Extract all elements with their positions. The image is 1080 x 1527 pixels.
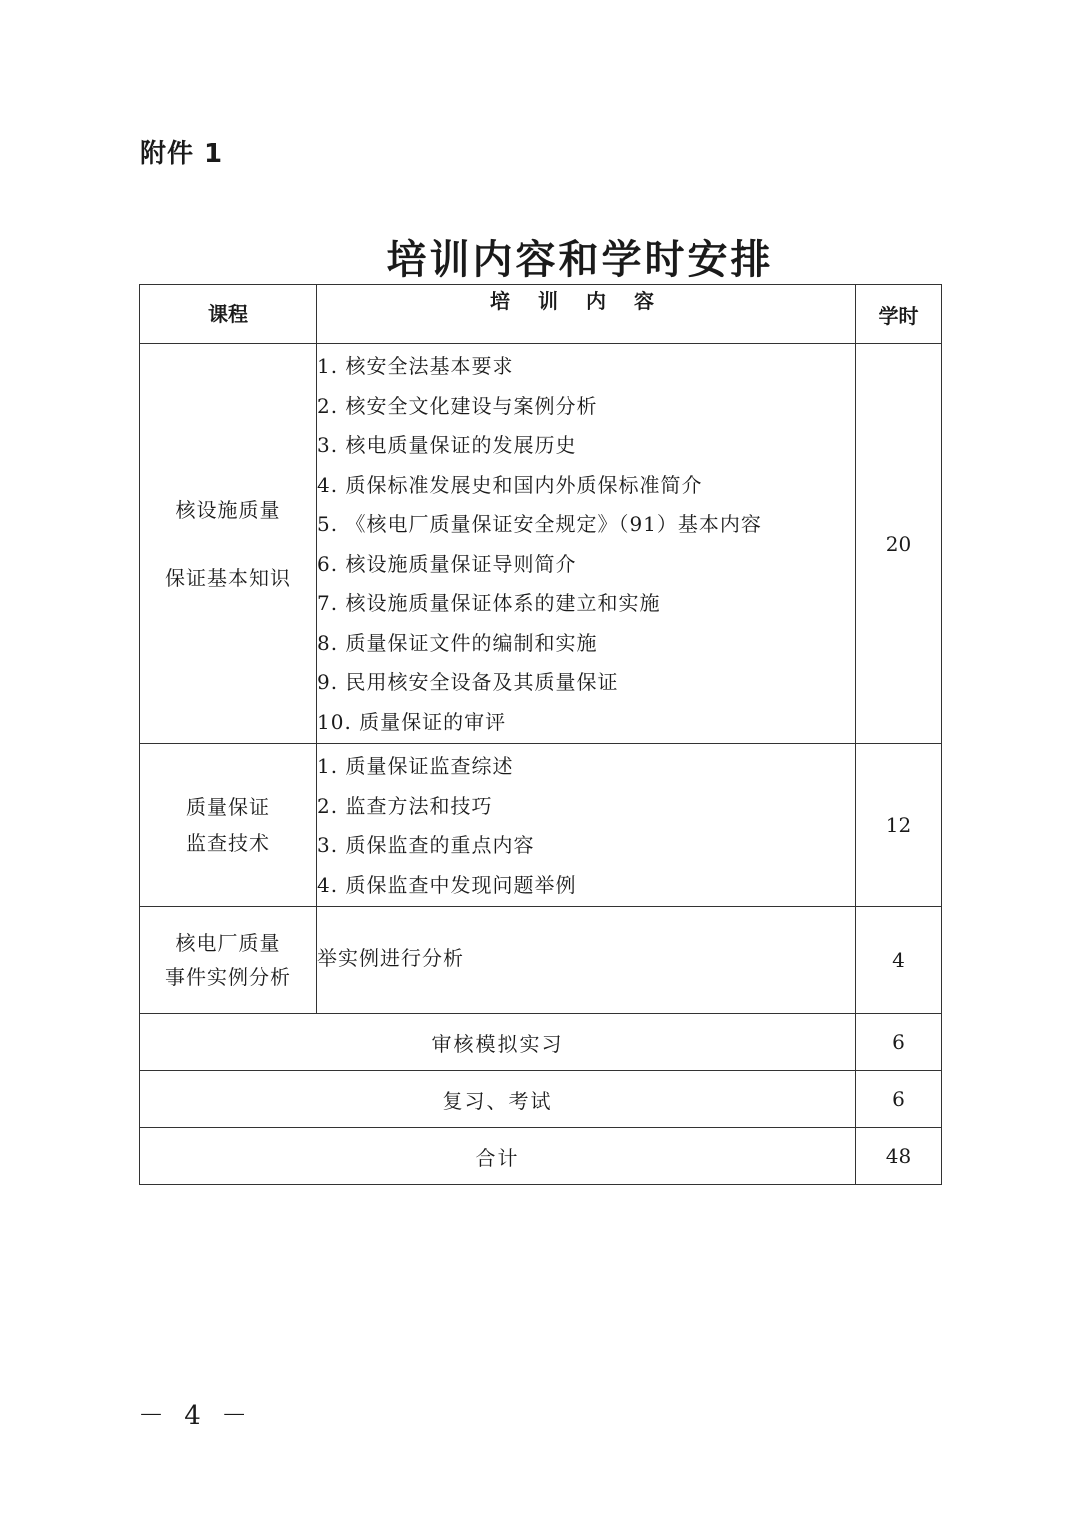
hours-cell: 6 [856,1014,942,1071]
document-title: 培训内容和学时安排 [386,236,774,283]
content-cell [317,344,856,744]
course-name-line: 事件实例分析 [165,965,291,989]
table-row [140,1071,942,1128]
course-cell [140,344,317,744]
content-item: 3. 质保监查的重点内容 [317,833,535,857]
content-item: 7. 核设施质量保证体系的建立和实施 [317,591,661,615]
content-item: 1. 核安全法基本要求 [317,354,514,378]
content-item: 5. 《核电厂质量保证安全规定》（91）基本内容 [317,512,762,536]
content-item: 1. 质量保证监查综述 [317,754,514,778]
table-row [140,744,942,907]
total-row [140,1128,942,1185]
total-hours-cell: 48 [856,1128,942,1185]
course-name-line: 核设施质量 [175,497,281,522]
content-item: 4. 质保标准发展史和国内外质保标准简介 [317,472,703,497]
header-hours: 学时 [856,285,942,344]
header-course: 课程 [140,285,317,344]
course-name-line: 核电厂质量 [175,931,281,955]
content-item: 2. 监查方法和技巧 [317,793,493,818]
course-name-line: 质量保证 [186,795,270,819]
course-cell [140,907,317,1014]
merged-course-cell: 审核模拟实习 [140,1014,856,1071]
table-header-row [140,285,942,344]
content-item: 4. 质保监查中发现问题举例 [317,872,577,897]
course-cell [140,744,317,907]
content-item: 10. 质量保证的审评 [317,709,507,734]
merged-course-cell: 复习、考试 [140,1071,856,1128]
table-row [140,907,942,1014]
hours-cell: 12 [856,744,942,907]
header-content: 培训内容 [317,285,856,344]
table-row [140,1014,942,1071]
content-cell [317,907,856,1014]
table-row [140,344,942,744]
content-cell [317,744,856,907]
hours-cell: 4 [856,907,942,1014]
content-item: 8. 质量保证文件的编制和实施 [317,630,598,655]
content-item: 2. 核安全文化建设与案例分析 [317,393,598,418]
hours-cell: 20 [856,344,942,744]
hours-cell: 6 [856,1071,942,1128]
page-number: － 4 － [138,1401,254,1431]
course-name-line: 监查技术 [186,831,270,855]
content-item: 3. 核电质量保证的发展历史 [317,433,577,457]
attachment-label: 附件 1 [140,139,224,169]
course-name-line: 保证基本知识 [165,565,291,590]
content-item: 9. 民用核安全设备及其质量保证 [317,670,619,694]
training-schedule-table [139,284,942,1185]
total-label-cell: 合计 [140,1128,856,1185]
content-item: 6. 核设施质量保证导则简介 [317,551,577,576]
content-item: 举实例进行分析 [317,946,464,971]
